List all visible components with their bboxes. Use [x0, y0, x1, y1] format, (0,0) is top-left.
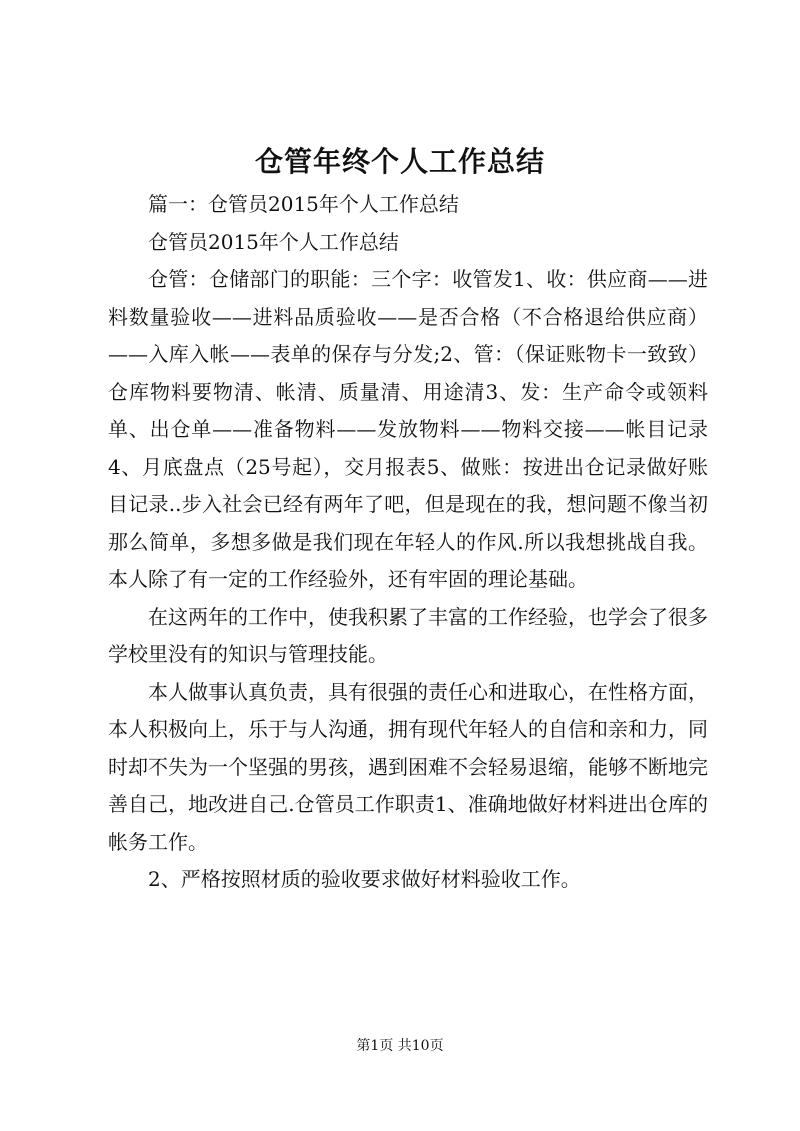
body-paragraph: 仓管：仓储部门的职能：三个字：收管发1、收：供应商——进料数量验收——进料品质验收——是否合格（不合格退给供应商）——入库入帐——表单的保存与分发;2、管：（保证账物卡一致致）仓库物料要物清、帐清、质量清、用途清3、发：生产命令或领料单、出仓单——准备物料——发放物料——物料交接——帐目记录4、月底盘点（25号起），交月报表5、做账：按进出仓记录做好账目记录..步入社会已经有两年了吧，但是现在的我，想问题不像当初那么简单，多想多做是我们现在年轻人的作风.所以我想挑战自我。本人除了有一定的工作经验外，还有牢固的理论基础。 — [108, 267, 708, 591]
section-heading: 篇一：仓管员2015年个人工作总结 — [148, 192, 459, 216]
body-paragraph: 本人做事认真负责，具有很强的责任心和进取心，在性格方面，本人积极向上，乐于与人沟通，拥有现代年轻人的自信和亲和力，同时却不失为一个坚强的男孩，遇到困难不会轻易退缩，能够不断地完善自己，地改进自己.仓管员工作职责1、准确地做好材料进出仓库的帐务工作。 — [108, 679, 708, 854]
subtitle-paragraph: 仓管员2015年个人工作总结 — [148, 229, 399, 254]
page-footer: 第1页 共10页 — [356, 1038, 444, 1054]
body-paragraph: 2、严格按照材质的验收要求做好材料验收工作。 — [148, 867, 581, 891]
document-title: 仓管年终个人工作总结 — [254, 145, 545, 178]
body-paragraph: 在这两年的工作中，使我积累了丰富的工作经验，也学会了很多学校里没有的知识与管理技能。 — [108, 604, 708, 666]
document-body — [108, 186, 708, 899]
